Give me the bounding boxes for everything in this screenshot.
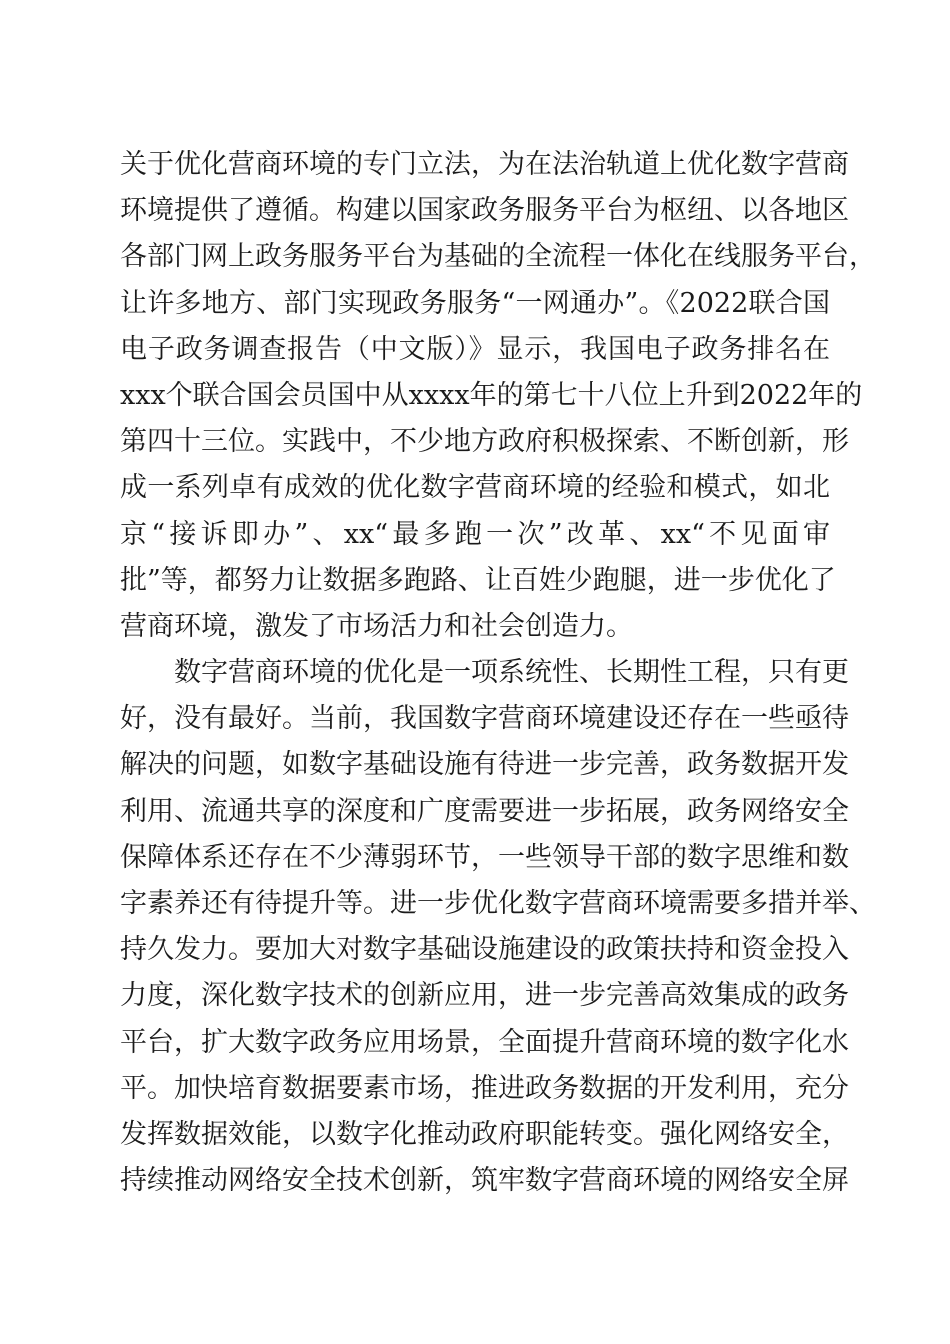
text-line: 保障体系还存在不少薄弱环节，一些领导干部的数字思维和数: [120, 841, 849, 873]
text-line: 电子政务调查报告（中文版）》显示，我国电子政务排名在: [120, 333, 830, 365]
text-line: 平台，扩大数字政务应用场景，全面提升营商环境的数字化水: [120, 1026, 849, 1058]
text-line: 环境提供了遵循。构建以国家政务服务平台为枢纽、以各地区: [120, 195, 849, 227]
text-line: 关于优化营商环境的专门立法，为在法治轨道上优化数字营商: [120, 149, 849, 180]
text-line: 让许多地方、部门实现政务服务“一网通办”。《2022联合国: [120, 287, 830, 319]
text-line: 成一系列卓有成效的优化数字营商环境的经验和模式，如北: [120, 472, 830, 504]
text-line: 批”等，都努力让数据多跑路、让百姓少跑腿，进一步优化了: [120, 564, 836, 596]
text-line: 发挥数据效能，以数字化推动政府职能转变。强化网络安全，: [120, 1118, 849, 1150]
text-line: 持续推动网络安全技术创新，筑牢数字营商环境的网络安全屏: [120, 1165, 849, 1197]
paragraph-2: [120, 650, 876, 1204]
text-line: 利用、流通共享的深度和广度需要进一步拓展，政务网络安全: [120, 795, 849, 827]
text-line: 第四十三位。实践中，不少地方政府积极探索、不断创新，形: [120, 426, 849, 458]
text-line: 营商环境，激发了市场活力和社会创造力。: [120, 610, 633, 642]
text-line: 各部门网上政务服务平台为基础的全流程一体化在线服务平台，: [120, 241, 876, 273]
text-line: 解决的问题，如数字基础设施有待进一步完善，政务数据开发: [120, 749, 849, 781]
text-line: 好，没有最好。当前，我国数字营商环境建设还存在一些亟待: [120, 703, 849, 735]
text-line: 平。加快培育数据要素市场，推进政务数据的开发利用，充分: [120, 1072, 849, 1104]
text-line: 数字营商环境的优化是一项系统性、长期性工程，只有更: [174, 657, 849, 689]
text-line: 京“接诉即办”、xx“最多跑一次”改革、xx“不见面审: [120, 518, 830, 550]
text-line: 字素养还有待提升等。进一步优化数字营商环境需要多措并举、: [120, 888, 876, 919]
document-body: [120, 142, 876, 1204]
text-line: 力度，深化数字技术的创新应用，进一步完善高效集成的政务: [120, 980, 849, 1012]
text-line: 持久发力。要加大对数字基础设施建设的政策扶持和资金投入: [120, 934, 849, 966]
paragraph-1: [120, 142, 876, 650]
text-line: xxx个联合国会员国中从xxxx年的第七十八位上升到2022年的: [120, 379, 863, 411]
